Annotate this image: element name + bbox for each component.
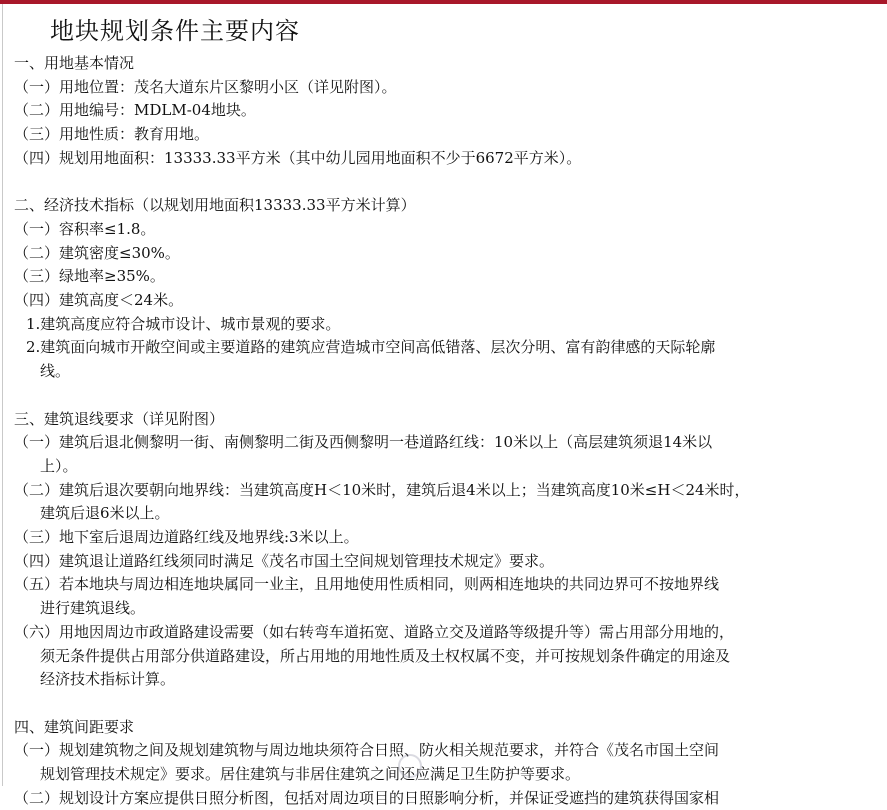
page-title: 地块规划条件主要内容 (50, 17, 300, 45)
list-item: （一）用地位置：茂名大道东片区黎明小区（详见附图）。 (14, 77, 397, 96)
top-accent-bar (0, 0, 887, 4)
list-item: （五）若本地块与周边相连地块属同一业主，且用地使用性质相同，则两相连地块的共同边界可不按地界线 (14, 575, 720, 594)
list-item: （四）建筑高度＜24米。 (14, 291, 184, 310)
list-item: （一）容积率≤1.8。 (14, 219, 156, 238)
left-border-line (2, 4, 3, 786)
continued-line: 规划管理技术规定》要求。居住建筑与非居住建筑之间还应满足卫生防护等要求。 (40, 765, 581, 784)
section-heading: 一、用地基本情况 (14, 54, 135, 72)
document-body (14, 52, 880, 810)
list-item: （二）建筑密度≤30%。 (14, 243, 180, 262)
section-heading: 二、经济技术指标（以规划用地面积13333.33平方米计算） (14, 196, 416, 215)
continued-line: 经济技术指标计算。 (40, 670, 176, 689)
list-item: （三）绿地率≥35%。 (14, 267, 165, 286)
list-item: （四）建筑退让道路红线须同时满足《茂名市国土空间规划管理技术规定》要求。 (14, 551, 555, 570)
continued-line: 进行建筑退线。 (40, 599, 146, 618)
section-heading: 四、建筑间距要求 (14, 717, 135, 736)
continued-line: 建筑后退6米以上。 (40, 504, 170, 523)
continued-line: 线。 (40, 362, 71, 381)
watermark-logo-icon (398, 754, 422, 778)
list-item: （一）规划建筑物之间及规划建筑物与周边地块须符合日照、防火相关规范要求，并符合《茂名市国土空间 (14, 741, 720, 760)
continued-line: 上）。 (40, 456, 78, 475)
list-item: （一）建筑后退北侧黎明一街、南侧黎明二街及西侧黎明一巷道路红线：10米以上（高层建筑须退14米以 (14, 433, 713, 452)
spacer (14, 692, 880, 716)
list-item: （三）地下室后退周边道路红线及地界线:3米以上。 (14, 528, 359, 547)
list-item: （二）用地编号：MDLM-04地块。 (14, 101, 256, 120)
list-item: （四）规划用地面积：13333.33平方米（其中幼儿园用地面积不少于6672平方米）。 (14, 148, 582, 167)
list-item: （三）用地性质：教育用地。 (14, 125, 210, 144)
list-item: （二）规划设计方案应提供日照分析图，包括对周边项目的日照影响分析，并保证受遮挡的建筑获得国家相 (14, 788, 720, 807)
spacer (14, 171, 880, 195)
list-item: （二）建筑后退次要朝向地界线：当建筑高度H＜10米时，建筑后退4米以上；当建筑高度10米≤H＜24米时， (14, 480, 750, 499)
continued-line: 须无条件提供占用部分供道路建设，所占用地的用地性质及土权权属不变，并可按规划条件确定的用途及 (40, 646, 731, 665)
watermark (398, 752, 426, 778)
section-heading: 三、建筑退线要求（详见附图） (14, 409, 225, 428)
list-item: 1.建筑高度应符合城市设计、城市景观的要求。 (26, 314, 341, 333)
list-item: 2.建筑面向城市开敞空间或主要道路的建筑应营造城市空间高低错落、层次分明、富有韵律感的天际轮廓 (26, 338, 716, 357)
spacer (14, 384, 880, 408)
list-item: （六）用地因周边市政道路建设需要（如右转弯车道拓宽、道路立交及道路等级提升等）需占用部分用地的， (14, 622, 735, 641)
